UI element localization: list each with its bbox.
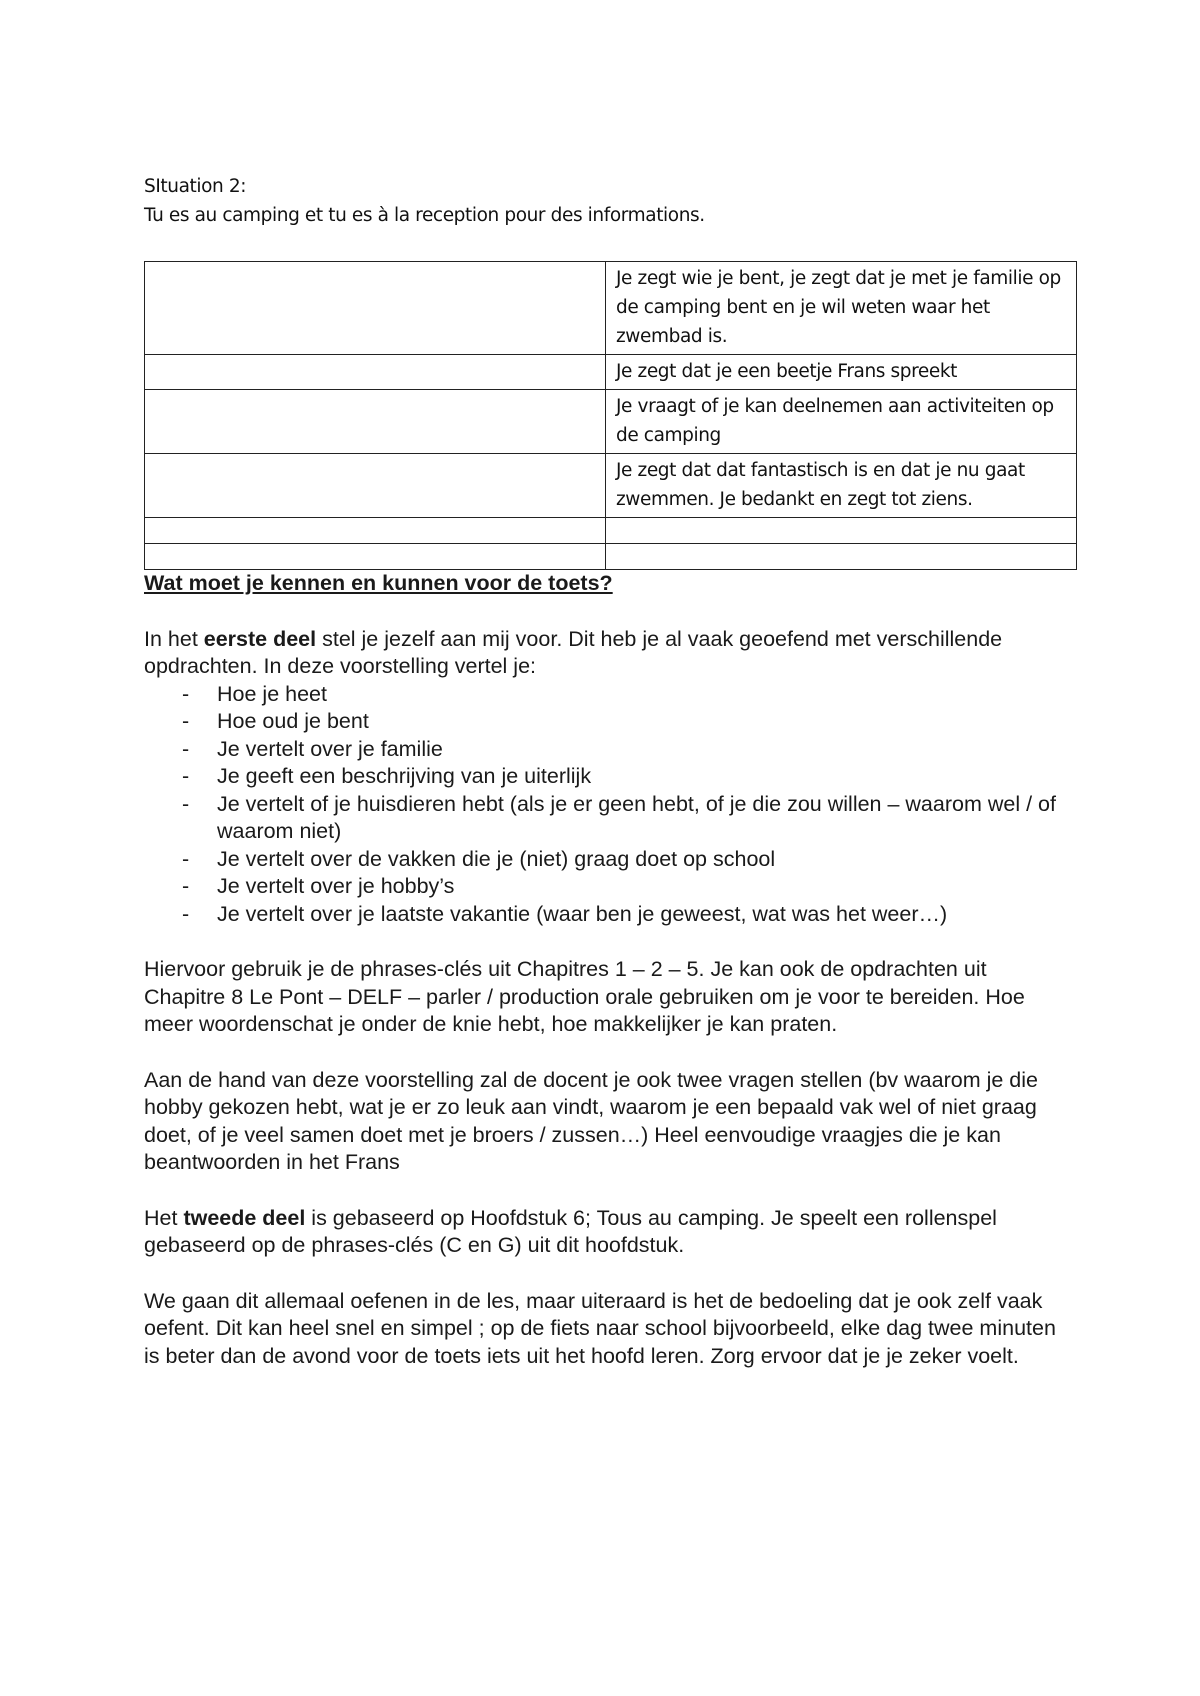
situation-description: Tu es au camping et tu es à la reception pour des informations.	[144, 205, 705, 226]
table-cell-left	[145, 390, 606, 454]
table-cell-left	[145, 355, 606, 390]
part1-intro	[144, 626, 1064, 681]
list-dash: -	[182, 846, 190, 871]
table-cell-right	[606, 544, 1077, 570]
list-item	[144, 708, 1064, 736]
list-item-text: Je vertelt over je laatste vakantie (waar ben je geweest, wat was het weer…)	[217, 901, 948, 926]
part1-bold: eerste deel	[203, 626, 317, 651]
list-dash: -	[182, 736, 190, 761]
table-row	[145, 454, 1077, 518]
list-item-text: Je vertelt over je hobby’s	[217, 874, 455, 898]
table-cell-left	[145, 544, 606, 570]
table-row-empty	[145, 518, 1077, 544]
list-item	[144, 873, 1064, 901]
list-item-text: Je vertelt of je huisdieren hebt (als je er geen hebt, of je die zou willen – waarom wel / of waarom niet)	[217, 791, 1056, 843]
part2-prefix: Het	[144, 1205, 184, 1230]
situation-title: SItuation 2:	[144, 176, 247, 197]
list-item	[144, 791, 1064, 846]
table-cell-right: Je zegt dat je een beetje Frans spreekt	[606, 355, 1077, 390]
table-row	[145, 355, 1077, 390]
presentation-list	[144, 681, 1064, 929]
table-cell-right: Je vraagt of je kan deelnemen aan activiteiten op de camping	[606, 390, 1077, 454]
table-cell-left	[145, 454, 606, 518]
part1-suffix: stel je jezelf aan mij voor. Dit heb je al vaak geoefend met verschillende opdrachten. In deze voorstelling vertel je:	[144, 626, 1003, 678]
table-row	[145, 390, 1077, 454]
list-item	[144, 846, 1064, 874]
part2-paragraph	[144, 1205, 1064, 1260]
list-item	[144, 681, 1064, 709]
list-item	[144, 763, 1064, 791]
table-row-empty	[145, 544, 1077, 570]
list-dash: -	[182, 709, 190, 733]
roleplay-table	[144, 261, 1077, 570]
list-item-text: Hoe oud je bent	[217, 709, 369, 733]
practice-paragraph: We gaan dit allemaal oefenen in de les, maar uiteraard is het de bedoeling dat je ook zelf vaak oefent. Dit kan heel snel en simpel ; op de fiets naar school bijvoorbeeld, elke dag twee minuten is beter dan de avond voor de toets iets uit het hoofd leren. Zorg ervoor dat je je zeker voelt.	[144, 1288, 1056, 1368]
list-dash: -	[182, 681, 190, 706]
table-cell-right	[606, 518, 1077, 544]
list-item-text: Hoe je heet	[217, 681, 327, 706]
table-row	[145, 262, 1077, 355]
table-cell-left	[145, 262, 606, 355]
list-item-text: Je geeft een beschrijving van je uiterlijk	[217, 764, 592, 788]
table-cell-right: Je zegt wie je bent, je zegt dat je met je familie op de camping bent en je wil weten waar het zwembad is.	[606, 262, 1077, 355]
table-cell-left	[145, 518, 606, 544]
list-dash: -	[182, 791, 190, 816]
part2-bold: tweede deel	[183, 1205, 306, 1230]
section-heading: Wat moet je kennen en kunnen voor de toets?	[144, 571, 613, 595]
list-dash: -	[182, 874, 190, 898]
list-dash: -	[182, 901, 190, 926]
list-item	[144, 736, 1064, 764]
table-cell-right: Je zegt dat dat fantastisch is en dat je nu gaat zwemmen. Je bedankt en zegt tot ziens.	[606, 454, 1077, 518]
document-page	[144, 172, 1064, 1370]
part2-suffix: is gebaseerd op Hoofdstuk 6; Tous au camping. Je speelt een rollenspel gebaseerd op de phrases-clés (C en G) uit dit hoofdstuk.	[144, 1205, 997, 1257]
list-dash: -	[182, 764, 190, 788]
part1-prefix: In het	[144, 626, 204, 651]
list-item-text: Je vertelt over de vakken die je (niet) graag doet op school	[217, 846, 776, 871]
questions-paragraph: Aan de hand van deze voorstelling zal de docent je ook twee vragen stellen (bv waarom je die hobby gekozen hebt, wat je er zo leuk aan vindt, waarom je een bepaald vak wel of niet graag doet, of je veel samen doet met je broers / zussen…) Heel eenvoudige vraagjes die je kan beantwoorden in het Frans	[144, 1067, 1038, 1174]
list-item	[144, 901, 1064, 929]
resources-paragraph: Hiervoor gebruik je de phrases-clés uit Chapitres 1 – 2 – 5. Je kan ook de opdrachten uit Chapitre 8 Le Pont – DELF – parler / production orale gebruiken om je voor te bereiden. Hoe meer woordenschat je onder de knie hebt, hoe makkelijker je kan praten.	[144, 957, 1025, 1036]
list-item-text: Je vertelt over je familie	[217, 736, 443, 761]
